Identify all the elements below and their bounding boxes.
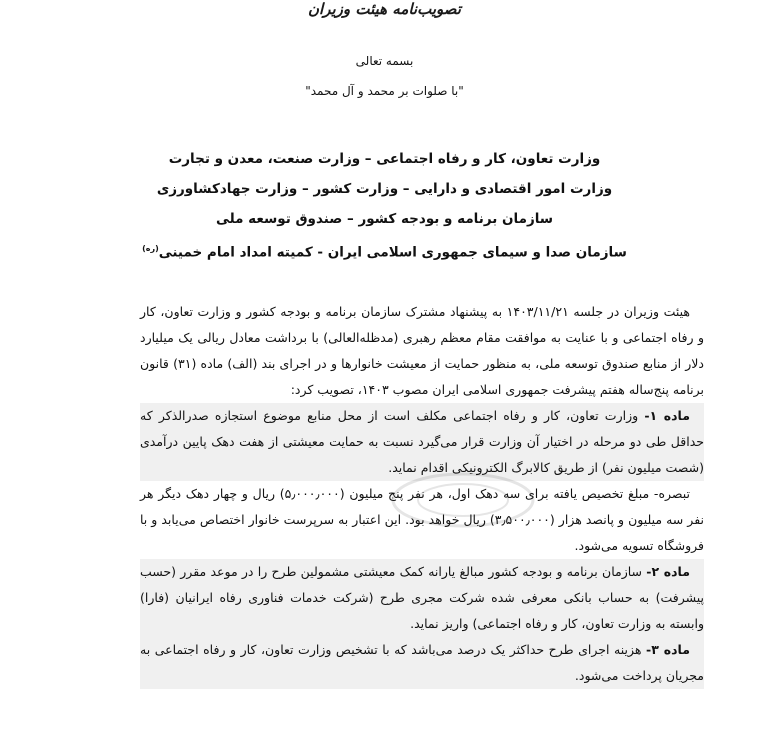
article-1-text: وزارت تعاون، کار و رفاه اجتماعی مکلف است از محل منابع موضوع استجازه صدرالذکر که حداقل طی دو مرحله در اختیار آن وزارت قرار می‌گیرد نسبت به حمایت معیشتی از هفت دهک پایین درآمدی (شصت میلیون نفر) از طریق کالابرگ الکترونیکی اقدام نماید. [140, 408, 704, 475]
article-3-label: ماده ۳- [646, 642, 690, 657]
article-3-text: هزینه اجرای طرح حداکثر یک درصد می‌باشد که با تشخیص وزارت تعاون، کار و رفاه اجتماعی به مجریان پرداخت می‌شود. [140, 642, 704, 683]
recipient-line: وزارت تعاون، کار و رفاه اجتماعی – وزارت صنعت، معدن و تجارت [168, 151, 601, 167]
intro-paragraph: هیئت وزیران در جلسه ۱۴۰۳/۱۱/۲۱ به پیشنهاد مشترک سازمان برنامه و بودجه کشور و وزارت تعاون، کار و رفاه اجتماعی و با عنایت به موافقت مقام معظم رهبری (مدظله‌العالی) با برداشت معادل ریالی یک میلیارد دلار از منابع صندوق توسعه ملی، به منظور حمایت از معیشت خانوارها و در اجرای بند (الف) ماده (۳۱) قانون برنامه پنج‌ساله هفتم پیشرفت جمهوری اسلامی ایران مصوب ۱۴۰۳، تصویب کرد: [140, 304, 704, 397]
article-2-label: ماده ۲- [646, 564, 690, 579]
decree-title: تصویب‌نامه هیئت وزیران [308, 0, 461, 18]
salavat-line: "با صلوات بر محمد و آل محمد" [305, 84, 464, 98]
article-2-text: سازمان برنامه و بودجه کشور مبالغ یارانه کمک معیشتی مشمولین طرح را در موعد مقرر (حسب پیشرفت) به حساب بانکی معرفی شده شرکت مجری طرح (شرکت خدمات فناوری رفاه ایرانیان (فارا) وابسته به وزارت تعاون، کار و رفاه اجتماعی) واریز نماید. [140, 564, 704, 631]
invocation-line: بسمه تعالی [355, 54, 414, 68]
recipient-line-text: سازمان صدا و سیمای جمهوری اسلامی ایران - کمیته امداد امام خمینی [158, 244, 627, 261]
recipient-line: وزارت امور اقتصادی و دارایی – وزارت کشور – وزارت جهادکشاورزی [156, 181, 613, 197]
recipients-block [0, 148, 769, 268]
emblem-watermark [388, 470, 538, 530]
article-3 [140, 637, 704, 689]
recipient-line: سازمان برنامه و بودجه کشور – صندوق توسعه ملی [215, 211, 554, 227]
recipient-superscript: (ره) [142, 244, 159, 253]
recipient-line-last [0, 238, 769, 268]
article-1-label: ماده ۱- [644, 408, 690, 423]
note-paragraph: تبصره- مبلغ تخصیص یافته برای سه دهک اول، هر نفر پنج میلیون (۵٫۰۰۰٫۰۰۰) ریال و چهار دهک دیگر هر نفر سه میلیون و پانصد هزار (۳٫۵۰۰٫۰۰۰) ریال خواهد بود. این اعتبار به سرپرست خانوار اختصاص می‌یابد و با فروشگاه تسویه می‌شود. [140, 486, 705, 553]
article-2 [140, 559, 704, 637]
